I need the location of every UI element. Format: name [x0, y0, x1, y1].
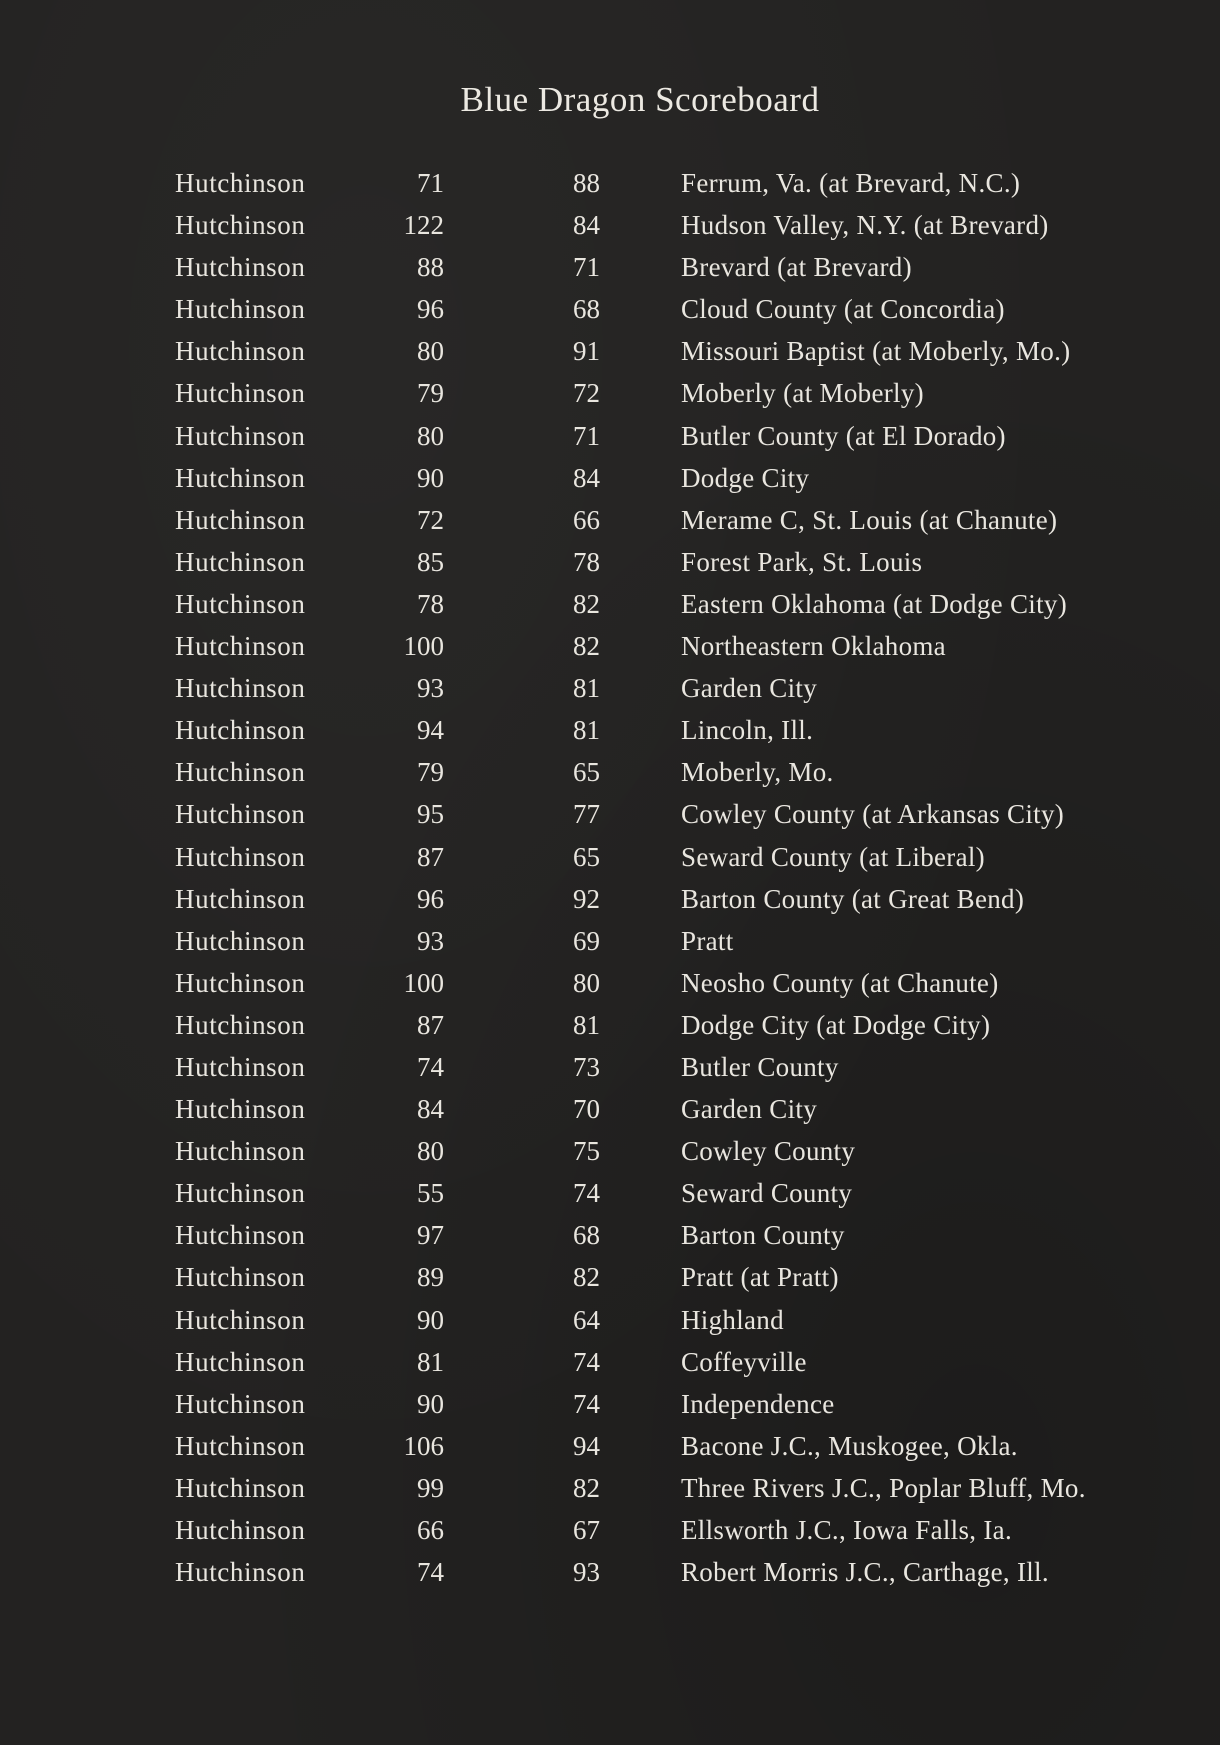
table-row	[0, 793, 1220, 835]
team-score: 78	[417, 588, 444, 619]
scoreboard-table	[0, 162, 1220, 1593]
opponent-name: Seward County (at Liberal)	[681, 841, 985, 872]
team-name: Hutchinson	[175, 168, 306, 198]
team-score: 87	[417, 1009, 444, 1040]
team-score: 90	[417, 1304, 444, 1335]
opponent-score: 74	[573, 1346, 600, 1377]
table-row	[0, 1214, 1220, 1256]
opponent-score: 84	[573, 462, 600, 493]
opponent-score: 71	[573, 252, 600, 283]
table-row	[0, 625, 1220, 667]
table-row	[0, 541, 1220, 583]
team-name: Hutchinson	[175, 1220, 306, 1251]
team-name: Hutchinson	[175, 1136, 306, 1167]
team-score: 99	[417, 1472, 444, 1503]
team-name: Hutchinson	[175, 1009, 306, 1040]
opponent-score: 74	[573, 1178, 600, 1209]
table-row	[0, 583, 1220, 625]
team-name: Hutchinson	[175, 1388, 306, 1419]
opponent-name: Eastern Oklahoma (at Dodge City)	[681, 588, 1067, 619]
opponent-score: 82	[573, 1262, 600, 1293]
team-score: 66	[417, 1515, 444, 1545]
team-score: 74	[417, 1051, 444, 1082]
opponent-name: Cowley County (at Arkansas City)	[681, 799, 1065, 830]
team-name: Hutchinson	[175, 841, 306, 872]
table-row	[0, 878, 1220, 920]
opponent-score: 91	[573, 336, 600, 367]
team-score: 96	[417, 294, 444, 325]
team-name: Hutchinson	[175, 1094, 306, 1125]
table-row	[0, 246, 1220, 288]
opponent-score: 80	[573, 967, 600, 998]
team-name: Hutchinson	[175, 925, 306, 956]
opponent-name: Dodge City (at Dodge City)	[681, 1009, 991, 1040]
page-title: Blue Dragon Scoreboard	[460, 80, 820, 119]
team-score: 87	[417, 841, 444, 872]
opponent-score: 94	[573, 1430, 600, 1461]
table-row	[0, 1383, 1220, 1425]
opponent-name: Bacone J.C., Muskogee, Okla.	[681, 1430, 1018, 1461]
table-row	[0, 667, 1220, 709]
table-row	[0, 1046, 1220, 1088]
team-name: Hutchinson	[175, 1430, 306, 1461]
table-row	[0, 836, 1220, 878]
team-name: Hutchinson	[175, 631, 306, 662]
team-name: Hutchinson	[175, 1262, 306, 1293]
opponent-name: Garden City	[681, 1094, 818, 1125]
table-row	[0, 1467, 1220, 1509]
opponent-score: 88	[573, 168, 600, 198]
opponent-name: Neosho County (at Chanute)	[681, 967, 999, 998]
team-name: Hutchinson	[175, 252, 306, 283]
opponent-score: 81	[573, 673, 600, 704]
team-score: 93	[417, 673, 444, 704]
team-score: 89	[417, 1262, 444, 1293]
opponent-score: 68	[573, 294, 600, 325]
opponent-name: Independence	[681, 1388, 835, 1419]
team-score: 100	[403, 631, 444, 662]
table-row	[0, 1341, 1220, 1383]
team-name: Hutchinson	[175, 420, 306, 451]
team-name: Hutchinson	[175, 378, 306, 409]
opponent-score: 82	[573, 631, 600, 662]
table-row	[0, 288, 1220, 330]
table-row	[0, 499, 1220, 541]
opponent-name: Barton County (at Great Bend)	[681, 883, 1025, 914]
opponent-name: Merame C, St. Louis (at Chanute)	[681, 504, 1058, 535]
table-row	[0, 751, 1220, 793]
team-score: 55	[417, 1178, 444, 1209]
opponent-score: 82	[573, 588, 600, 619]
team-name: Hutchinson	[175, 546, 306, 577]
opponent-name: Pratt	[681, 925, 734, 956]
team-score: 95	[417, 799, 444, 830]
opponent-name: Brevard (at Brevard)	[681, 252, 912, 283]
opponent-name: Robert Morris J.C., Carthage, Ill.	[681, 1557, 1049, 1588]
opponent-score: 69	[573, 925, 600, 956]
table-row	[0, 457, 1220, 499]
table-row	[0, 1130, 1220, 1172]
opponent-score: 92	[573, 883, 600, 914]
team-score: 85	[417, 546, 444, 577]
team-name: Hutchinson	[175, 1178, 306, 1209]
opponent-name: Northeastern Oklahoma	[681, 631, 946, 662]
team-score: 106	[403, 1430, 444, 1461]
opponent-score: 67	[573, 1515, 600, 1545]
team-name: Hutchinson	[175, 715, 306, 746]
team-name: Hutchinson	[175, 1557, 306, 1588]
opponent-name: Seward County	[681, 1178, 853, 1209]
opponent-name: Butler County (at El Dorado)	[681, 420, 1006, 451]
opponent-name: Three Rivers J.C., Poplar Bluff, Mo.	[681, 1472, 1086, 1503]
opponent-score: 66	[573, 504, 600, 535]
opponent-name: Highland	[681, 1304, 784, 1335]
opponent-score: 82	[573, 1472, 600, 1503]
opponent-score: 64	[573, 1304, 600, 1335]
opponent-score: 72	[573, 378, 600, 409]
opponent-name: Missouri Baptist (at Moberly, Mo.)	[681, 336, 1071, 367]
opponent-score: 93	[573, 1557, 600, 1588]
team-score: 79	[417, 378, 444, 409]
team-name: Hutchinson	[175, 336, 306, 367]
team-name: Hutchinson	[175, 757, 306, 788]
opponent-score: 77	[573, 799, 600, 830]
table-row	[0, 1088, 1220, 1130]
opponent-score: 74	[573, 1388, 600, 1419]
team-score: 80	[417, 336, 444, 367]
team-name: Hutchinson	[175, 1304, 306, 1335]
table-row	[0, 920, 1220, 962]
opponent-score: 65	[573, 757, 600, 788]
team-name: Hutchinson	[175, 1472, 306, 1503]
opponent-score: 73	[573, 1051, 600, 1082]
team-score: 71	[417, 168, 444, 198]
team-name: Hutchinson	[175, 799, 306, 830]
team-score: 81	[417, 1346, 444, 1377]
opponent-name: Barton County	[681, 1220, 845, 1251]
opponent-score: 70	[573, 1094, 600, 1125]
opponent-name: Forest Park, St. Louis	[681, 546, 923, 577]
table-row	[0, 1256, 1220, 1298]
table-row	[0, 330, 1220, 372]
opponent-score: 81	[573, 1009, 600, 1040]
team-score: 122	[403, 210, 444, 241]
table-row	[0, 1004, 1220, 1046]
opponent-name: Coffeyville	[681, 1346, 807, 1377]
opponent-score: 65	[573, 841, 600, 872]
table-row	[0, 1172, 1220, 1214]
opponent-name: Dodge City	[681, 462, 810, 493]
opponent-name: Lincoln, Ill.	[681, 715, 814, 746]
opponent-name: Cowley County	[681, 1136, 856, 1167]
table-row	[0, 204, 1220, 246]
team-name: Hutchinson	[175, 210, 306, 241]
table-row	[0, 162, 1220, 204]
opponent-name: Ferrum, Va. (at Brevard, N.C.)	[681, 168, 1021, 198]
team-score: 94	[417, 715, 444, 746]
opponent-score: 84	[573, 210, 600, 241]
opponent-score: 71	[573, 420, 600, 451]
team-name: Hutchinson	[175, 294, 306, 325]
table-row	[0, 415, 1220, 457]
table-row	[0, 962, 1220, 1004]
opponent-name: Moberly (at Moberly)	[681, 378, 924, 409]
team-name: Hutchinson	[175, 673, 306, 704]
table-row	[0, 1299, 1220, 1341]
team-name: Hutchinson	[175, 462, 306, 493]
team-score: 79	[417, 757, 444, 788]
opponent-score: 78	[573, 546, 600, 577]
team-score: 97	[417, 1220, 444, 1251]
team-score: 100	[403, 967, 444, 998]
team-name: Hutchinson	[175, 883, 306, 914]
team-name: Hutchinson	[175, 504, 306, 535]
opponent-name: Butler County	[681, 1051, 839, 1082]
team-name: Hutchinson	[175, 967, 306, 998]
table-row	[0, 372, 1220, 414]
table-row	[0, 1551, 1220, 1593]
team-score: 90	[417, 1388, 444, 1419]
team-score: 80	[417, 1136, 444, 1167]
opponent-name: Garden City	[681, 673, 818, 704]
table-row	[0, 1425, 1220, 1467]
opponent-name: Moberly, Mo.	[681, 757, 834, 788]
team-name: Hutchinson	[175, 588, 306, 619]
team-score: 96	[417, 883, 444, 914]
team-score: 93	[417, 925, 444, 956]
opponent-name: Pratt (at Pratt)	[681, 1262, 839, 1293]
opponent-score: 68	[573, 1220, 600, 1251]
opponent-name: Ellsworth J.C., Iowa Falls, Ia.	[681, 1515, 1013, 1545]
opponent-score: 81	[573, 715, 600, 746]
table-row	[0, 1509, 1220, 1551]
team-name: Hutchinson	[175, 1346, 306, 1377]
opponent-name: Hudson Valley, N.Y. (at Brevard)	[681, 210, 1049, 241]
opponent-name: Cloud County (at Concordia)	[681, 294, 1005, 325]
team-score: 88	[417, 252, 444, 283]
team-name: Hutchinson	[175, 1051, 306, 1082]
table-row	[0, 709, 1220, 751]
team-name: Hutchinson	[175, 1515, 306, 1545]
opponent-score: 75	[573, 1136, 600, 1167]
team-score: 80	[417, 420, 444, 451]
team-score: 90	[417, 462, 444, 493]
team-score: 74	[417, 1557, 444, 1588]
team-score: 84	[417, 1094, 444, 1125]
team-score: 72	[417, 504, 444, 535]
